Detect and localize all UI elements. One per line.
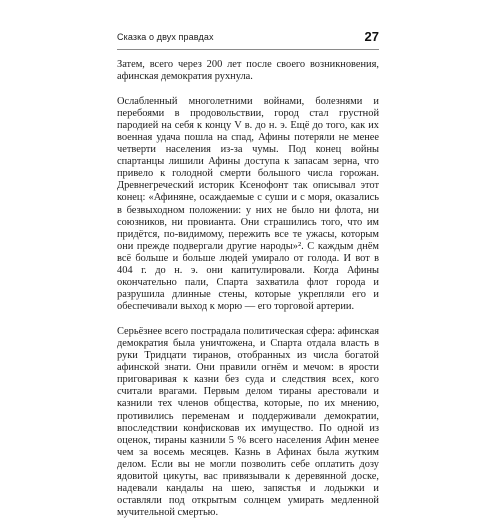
- body-text: [117, 59, 379, 519]
- paragraph: Серьёзнее всего пострадала политическая сфера: афинская демократия была уничтожена, и Спарта отдала власть в руки Тридцати тиранов, отобранных из числа богатой афинской знати. Они правили огнём и мечом: в ярости приговаривая к казни без суда и следствия всех, кого считали врагами. Первым делом тираны арестовали и казнили тех членов общества, которые, по их мнению, противились переменам и поддерживали демократии, впоследствии конфисковав их имущество. По одной из оценок, тираны казнили 5 % всего населения Афин менее чем за восемь месяцев. Казнь в Афинах была жутким делом. Если вы не могли позволить себе оплатить дозу ядовитой цикуты, вас привязывали к деревянной доске, надевали кандалы на шею, запястья и лодыжки и оставляли под открытым солнцем умирать медленной мучительной смертью.: [117, 325, 379, 519]
- header-rule: [117, 49, 379, 50]
- running-head: Сказка о двух правдах: [117, 32, 214, 42]
- paragraph: Затем, всего через 200 лет после своего возникновения, афинская демократия рухнула.: [117, 59, 379, 83]
- page-header: [117, 30, 379, 46]
- paragraph: Ослабленный многолетними войнами, болезнями и перебоями в продовольствии, город стал грустной пародией на себя к концу V в. до н. э. Ещё до того, как их военная удача пошла на спад, Афины потеряли не менее четверти населения из-за чумы. Под конец войны спартанцы лишили Афины доступа к запасам зерна, что привело к голодной смерти большого числа горожан. Древнегреческий историк Ксенофонт так описывал этот конец: «Афиняне, осаждаемые с суши и с моря, оказались в безвыходном положении: у них не было ни флота, ни союзников, ни провианта. Они страшились того, что им придётся, по-видимому, пережить все те ужасы, которым они прежде подвергали другие народы»². С каждым днём всё больше и больше людей умирало от голода. И вот в 404 г. до н. э. они капитулировали. Когда Афины окончательно пали, Спарта захватила флот города и разрушила длинные стены, которые укрепляли его и обеспечивали выход к морю — его торговой артерии.: [117, 95, 379, 313]
- page-number: 27: [364, 29, 379, 44]
